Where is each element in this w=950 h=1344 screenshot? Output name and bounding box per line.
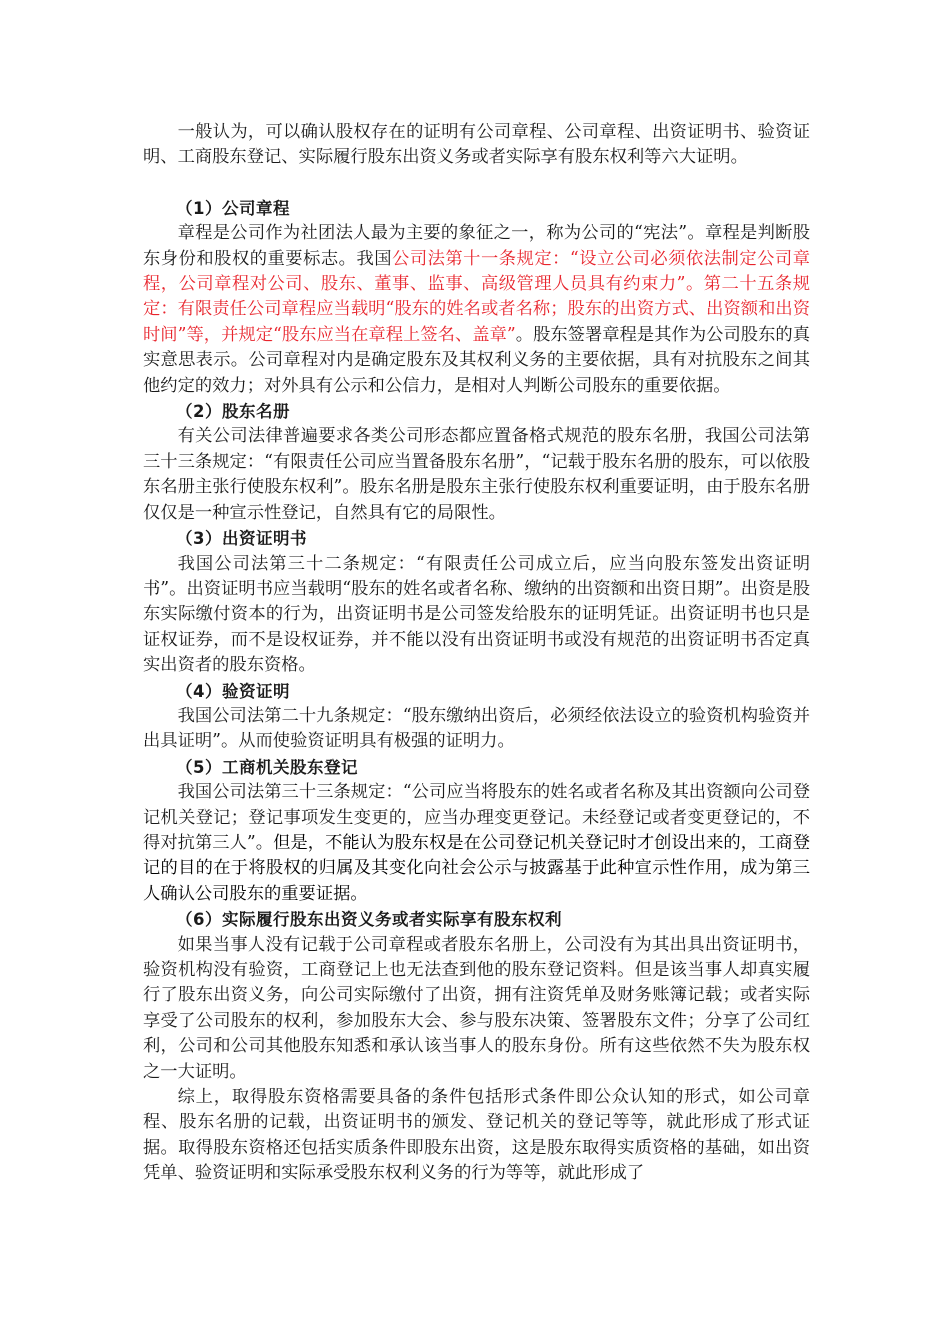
section-heading-articles: （1）公司章程: [176, 198, 290, 218]
section-heading-register: （2）股东名册: [176, 402, 290, 422]
intro-paragraph: 一般认为，可以确认股权存在的证明有公司章程、公司章程、出资证明书、验资证明、工商股东登记、实际履行股东出资义务或者实际享有股东权利等六大证明。: [143, 122, 810, 168]
section-paragraph-register: 有关公司法律普遍要求各类公司形态都应置备格式规范的股东名册，我国公司法第三十三条规定：“有限责任公司应当置备股东名册”，“记载于股东名册的股东，可以依股东名册主张行使股东权利”。股东名册是股东主张行使股东权利重要证明，由于股东名册仅仅是一种宣示性登记，自然具有它的局限性。: [143, 426, 810, 523]
registration-text-end: 但是，不能认为股东权是在公司登记机关登记时才创设出来的，工商登记的目的在于将股权的归属及其变化向社会公示与披露基于此种宣示性作用，成为第三人确认公司股东的重要证据。: [143, 832, 810, 904]
section-heading-capital-verification: （4）验资证明: [176, 681, 290, 701]
section-paragraph-actual-performance: 如果当事人没有记载于公司章程或者股东名册上，公司没有为其出具出资证明书，验资机构没有验资，工商登记上也无法查到他的股东登记资料。但是该当事人却真实履行了股东出资义务，向公司实际缴付了出资，拥有注资凭单及财务账簿记载；或者实际享受了公司股东的权利，参加股东大会、参与股东决策、签署股东文件；分享了公司红利，公司和公司其他股东知悉和承认该当事人的股东身份。所有这些依然不失为股东权之一大证明。: [143, 934, 810, 1082]
section-paragraph-capital-verification: 我国公司法第二十九条规定：“股东缴纳出资后，必须经依法设立的验资机构验资并出具证明”。从而使验资证明具有极强的证明力。: [143, 705, 810, 752]
document-body: [143, 120, 810, 1187]
section-paragraph-capital-certificate: 我国公司法第三十二条规定：“有限责任公司成立后，应当向股东签发出资证明书”。出资证明书应当载明“股东的姓名或者名称、缴纳的出资额和出资日期”。出资是股东实际缴付资本的行为，出资证明书是公司签发给股东的证明凭证。出资证明书也只是证权证券，而不是设权证券，并不能以没有出资证明书或没有规范的出资证明书否定真实出资者的股东资格。: [143, 553, 810, 676]
section-paragraph-articles: [143, 221, 810, 399]
section-heading-registration: （5）工商机关股东登记: [176, 757, 358, 777]
articles-law-quote: 公司法第十一条规定：“设立公司必须依法制定公司章程，公司章程对公司、股东、董事、监事、高级管理人员具有约束力”。第二十五条规定：有限责任公司章程应当载明“股东的姓名或者名称；股东的出资方式、出资额和出资时间”等，并规定“股东应当在章程上签名、盖章”: [143, 248, 810, 345]
section-paragraph-registration: [143, 780, 810, 907]
section-heading-capital-certificate: （3）出资证明书: [176, 529, 307, 549]
section-heading-actual-performance: （6）实际履行股东出资义务或者实际享有股东权利: [176, 910, 562, 930]
conclusion-paragraph: 综上，取得股东资格需要具备的条件包括形式条件即公众认知的形式，如公司章程、股东名册的记载，出资证明书的颁发、登记机关的登记等等，就此形成了形式证据。取得股东资格还包括实质条件即股东出资，这是股东取得实质资格的基础，如出资凭单、验资证明和实际承受股东权利义务的行为等等，就此形成了: [143, 1087, 810, 1184]
registration-text-start: 我国公司法第三十三条规定：“公司应当将股东的姓名或者名称及其出资额向公司登记机关登记；登记事项发生变更的，应当办理变更登记。未经登记或者变更登记的，不得对抗第三人”。: [143, 782, 810, 853]
articles-text-start: 章程是公司作为社团法人最为主要的象征之一，称为公司的“宪法”。章程是判断股东身份和股权的重要标志。我国: [143, 223, 810, 269]
articles-text-end: 。股东签署章程是其作为公司股东的真实意思表示。公司章程对内是确定股东及其权利义务的主要依据，具有对抗股东之间其他约定的效力；对外具有公示和公信力，是相对人判断公司股东的重要依据。: [143, 324, 810, 396]
